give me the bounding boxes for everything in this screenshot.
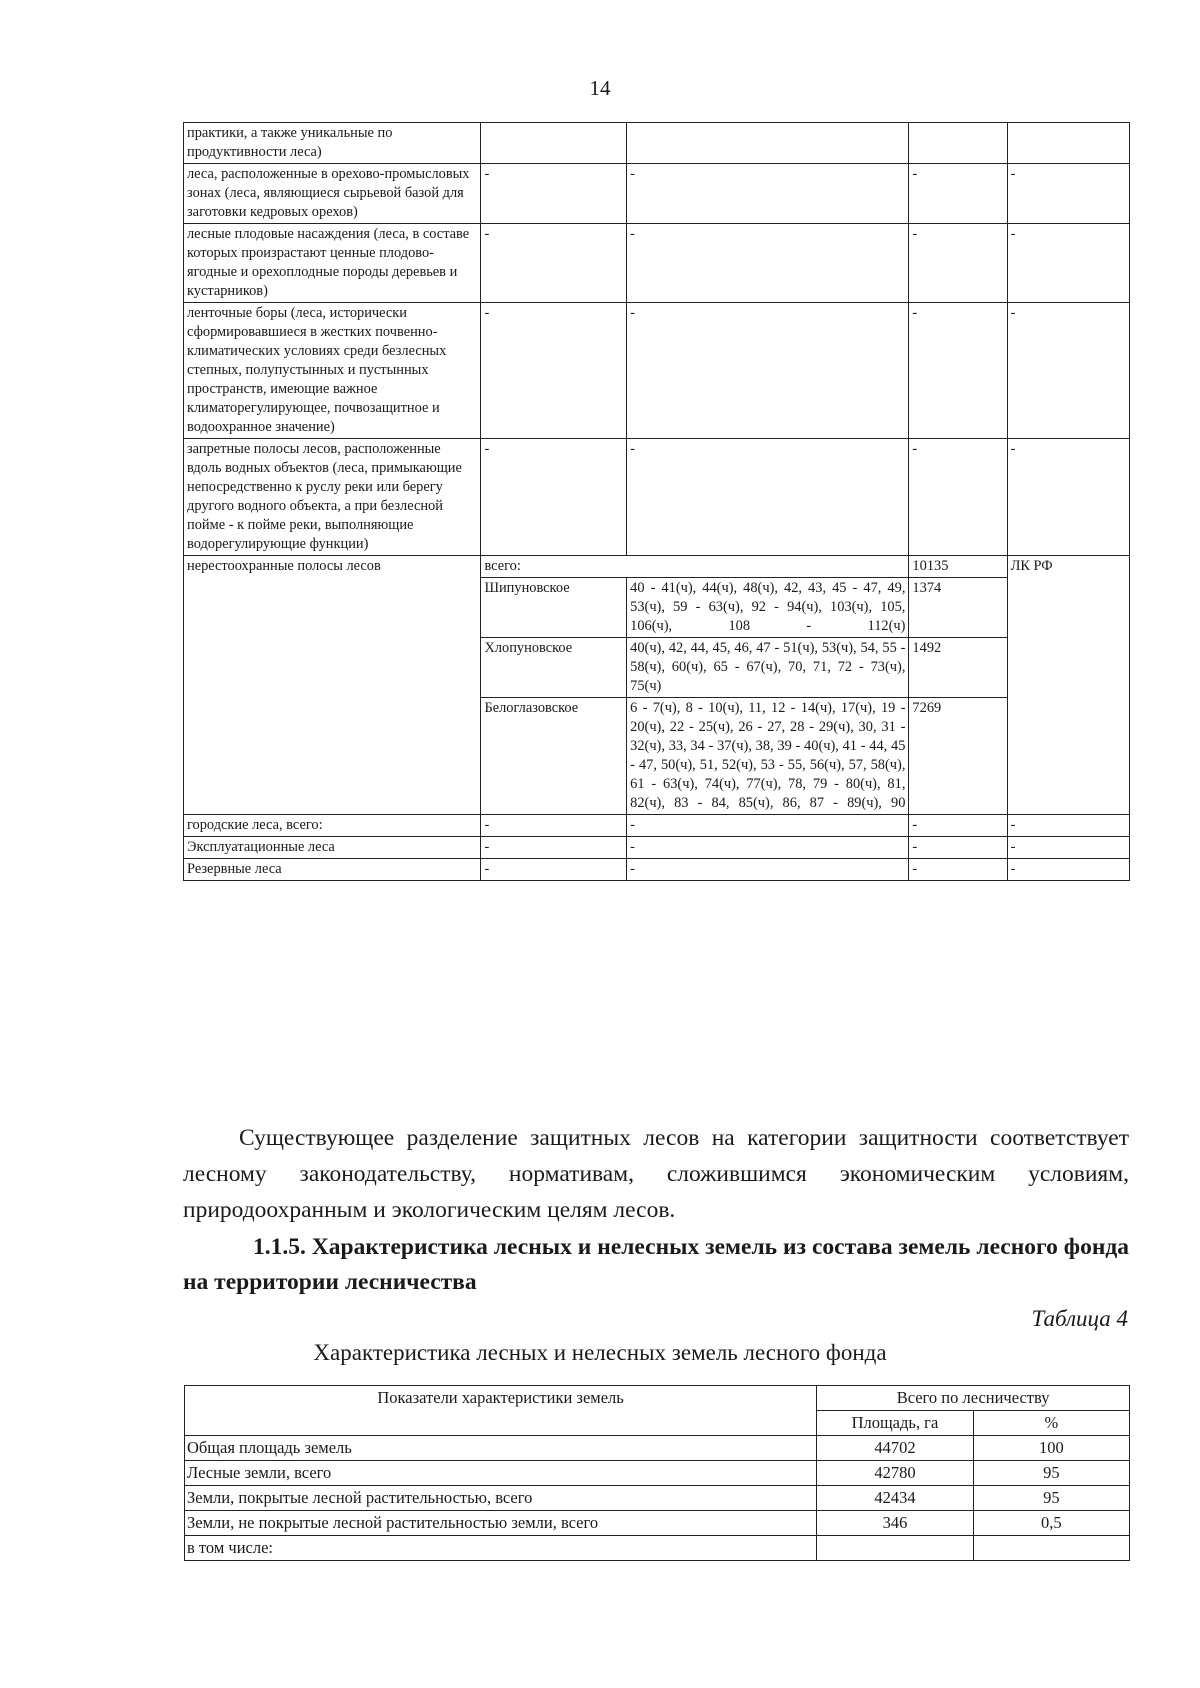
value-cell: [627, 123, 909, 164]
area-cell: 7269: [909, 698, 1007, 815]
table-row: [184, 439, 1130, 556]
indicator-cell: Земли, не покрытые лесной растительностью земли, всего: [185, 1511, 817, 1536]
value-cell: -: [481, 224, 627, 303]
value-cell: -: [909, 164, 1007, 224]
area-cell: 42780: [817, 1461, 974, 1486]
area-header: Площадь, га: [817, 1411, 974, 1436]
table-row: [185, 1536, 1130, 1561]
section-heading: 1.1.5. Характеристика лесных и нелесных земель из состава земель лесного фонда на территории лесничества: [183, 1234, 1129, 1295]
value-cell: -: [627, 837, 909, 859]
value-cell: -: [481, 859, 627, 881]
area-cell: 44702: [817, 1436, 974, 1461]
value-cell: -: [909, 224, 1007, 303]
percent-cell: 100: [973, 1436, 1129, 1461]
area-cell: [817, 1536, 974, 1561]
value-cell: [909, 123, 1007, 164]
table-number-label: Таблица 4: [1031, 1306, 1128, 1331]
table-row: [184, 164, 1130, 224]
category-cell: городские леса, всего:: [184, 815, 481, 837]
category-cell: практики, а также уникальные по продуктивности леса): [184, 123, 481, 164]
table-row: [184, 224, 1130, 303]
value-cell: -: [1007, 439, 1129, 556]
quarters-cell: 40 - 41(ч), 44(ч), 48(ч), 42, 43, 45 - 47, 49, 53(ч), 59 - 63(ч), 92 - 94(ч), 103(ч), 105, 106(ч), 108 - 112(ч): [627, 578, 909, 638]
total-label-cell: всего:: [481, 556, 909, 578]
value-cell: -: [1007, 859, 1129, 881]
value-cell: [1007, 123, 1129, 164]
total-area-cell: 10135: [909, 556, 1007, 578]
table-row: [184, 815, 1130, 837]
value-cell: -: [909, 815, 1007, 837]
body-paragraph: Существующее разделение защитных лесов на категории защитности соответствует лесному законодательству, нормативам, сложившимся экономическим условиям, природоохранным и экологическим целям лесов.: [183, 1125, 1129, 1223]
value-cell: -: [1007, 164, 1129, 224]
legal-basis-cell: ЛК РФ: [1007, 556, 1129, 815]
total-header: Всего по лесничеству: [817, 1386, 1130, 1411]
value-cell: -: [909, 837, 1007, 859]
table-row: [185, 1461, 1130, 1486]
indicator-cell: в том числе:: [185, 1536, 817, 1561]
percent-header: %: [973, 1411, 1129, 1436]
table-row: [185, 1436, 1130, 1461]
quarters-cell: 6 - 7(ч), 8 - 10(ч), 11, 12 - 14(ч), 17(ч), 19 - 20(ч), 22 - 25(ч), 26 - 27, 28 - 29(ч), 30, 31 - 32(ч), 33, 34 - 37(ч), 38, 39 - 40(ч), 41 - 44, 45 - 47, 50(ч), 51, 52(ч), 53 - 55, 56(ч), 57, 58(ч), 61 - 63(ч), 74(ч), 77(ч), 78, 79 - 80(ч), 81, 82(ч), 83 - 84, 85(ч), 86, 87 - 89(ч), 90: [627, 698, 909, 815]
indicator-header: Показатели характеристики земель: [185, 1386, 817, 1436]
category-cell: леса, расположенные в орехово-промысловых зонах (леса, являющиеся сырьевой базой для заготовки кедровых орехов): [184, 164, 481, 224]
category-cell: Эксплуатационные леса: [184, 837, 481, 859]
forestry-cell: Белоглазовское: [481, 698, 627, 815]
value-cell: -: [481, 837, 627, 859]
percent-cell: [973, 1536, 1129, 1561]
value-cell: -: [481, 439, 627, 556]
value-cell: -: [627, 303, 909, 439]
area-cell: 346: [817, 1511, 974, 1536]
table-row: [184, 859, 1130, 881]
table-row: [184, 837, 1130, 859]
protective-forests-table: [183, 122, 1130, 881]
page-number: 14: [589, 76, 611, 100]
value-cell: -: [1007, 224, 1129, 303]
category-cell: нерестоохранные полосы лесов: [184, 556, 481, 815]
value-cell: -: [909, 439, 1007, 556]
percent-cell: 95: [973, 1461, 1129, 1486]
area-cell: 1492: [909, 638, 1007, 698]
value-cell: -: [909, 859, 1007, 881]
value-cell: -: [481, 303, 627, 439]
area-cell: 1374: [909, 578, 1007, 638]
quarters-cell: 40(ч), 42, 44, 45, 46, 47 - 51(ч), 53(ч), 54, 55 - 58(ч), 60(ч), 65 - 67(ч), 70, 71, 72 - 73(ч), 75(ч): [627, 638, 909, 698]
category-cell: запретные полосы лесов, расположенные вдоль водных объектов (леса, примыкающие непосредственно к руслу реки или берегу другого водного объекта, а при безлесной пойме - к пойме реки, выполняющие водорегулирующие функции): [184, 439, 481, 556]
spawning-total-row: [184, 556, 1130, 578]
value-cell: -: [1007, 815, 1129, 837]
table-row: [185, 1511, 1130, 1536]
value-cell: -: [909, 303, 1007, 439]
category-cell: Резервные леса: [184, 859, 481, 881]
percent-cell: 0,5: [973, 1511, 1129, 1536]
land-characteristics-table: [184, 1385, 1130, 1561]
category-cell: лесные плодовые насаждения (леса, в составе которых произрастают ценные плодово-ягодные и орехоплодные породы деревьев и кустарников): [184, 224, 481, 303]
value-cell: -: [481, 164, 627, 224]
table-caption: Характеристика лесных и нелесных земель лесного фонда: [313, 1340, 887, 1365]
area-cell: 42434: [817, 1486, 974, 1511]
value-cell: -: [627, 859, 909, 881]
value-cell: -: [1007, 837, 1129, 859]
indicator-cell: Лесные земли, всего: [185, 1461, 817, 1486]
value-cell: [481, 123, 627, 164]
indicator-cell: Общая площадь земель: [185, 1436, 817, 1461]
table-row: [185, 1486, 1130, 1511]
value-cell: -: [627, 439, 909, 556]
forestry-cell: Хлопуновское: [481, 638, 627, 698]
table-row: [184, 123, 1130, 164]
table-header-row: [185, 1386, 1130, 1411]
value-cell: -: [627, 815, 909, 837]
category-cell: ленточные боры (леса, исторически сформировавшиеся в жестких почвенно-климатических условиях среди безлесных степных, полупустынных и пустынных пространств, имеющие важное климаторегулирующее, почвозащитное и водоохранное значение): [184, 303, 481, 439]
table-row: [184, 303, 1130, 439]
value-cell: -: [627, 224, 909, 303]
value-cell: -: [481, 815, 627, 837]
forestry-cell: Шипуновское: [481, 578, 627, 638]
indicator-cell: Земли, покрытые лесной растительностью, всего: [185, 1486, 817, 1511]
percent-cell: 95: [973, 1486, 1129, 1511]
value-cell: -: [627, 164, 909, 224]
value-cell: -: [1007, 303, 1129, 439]
